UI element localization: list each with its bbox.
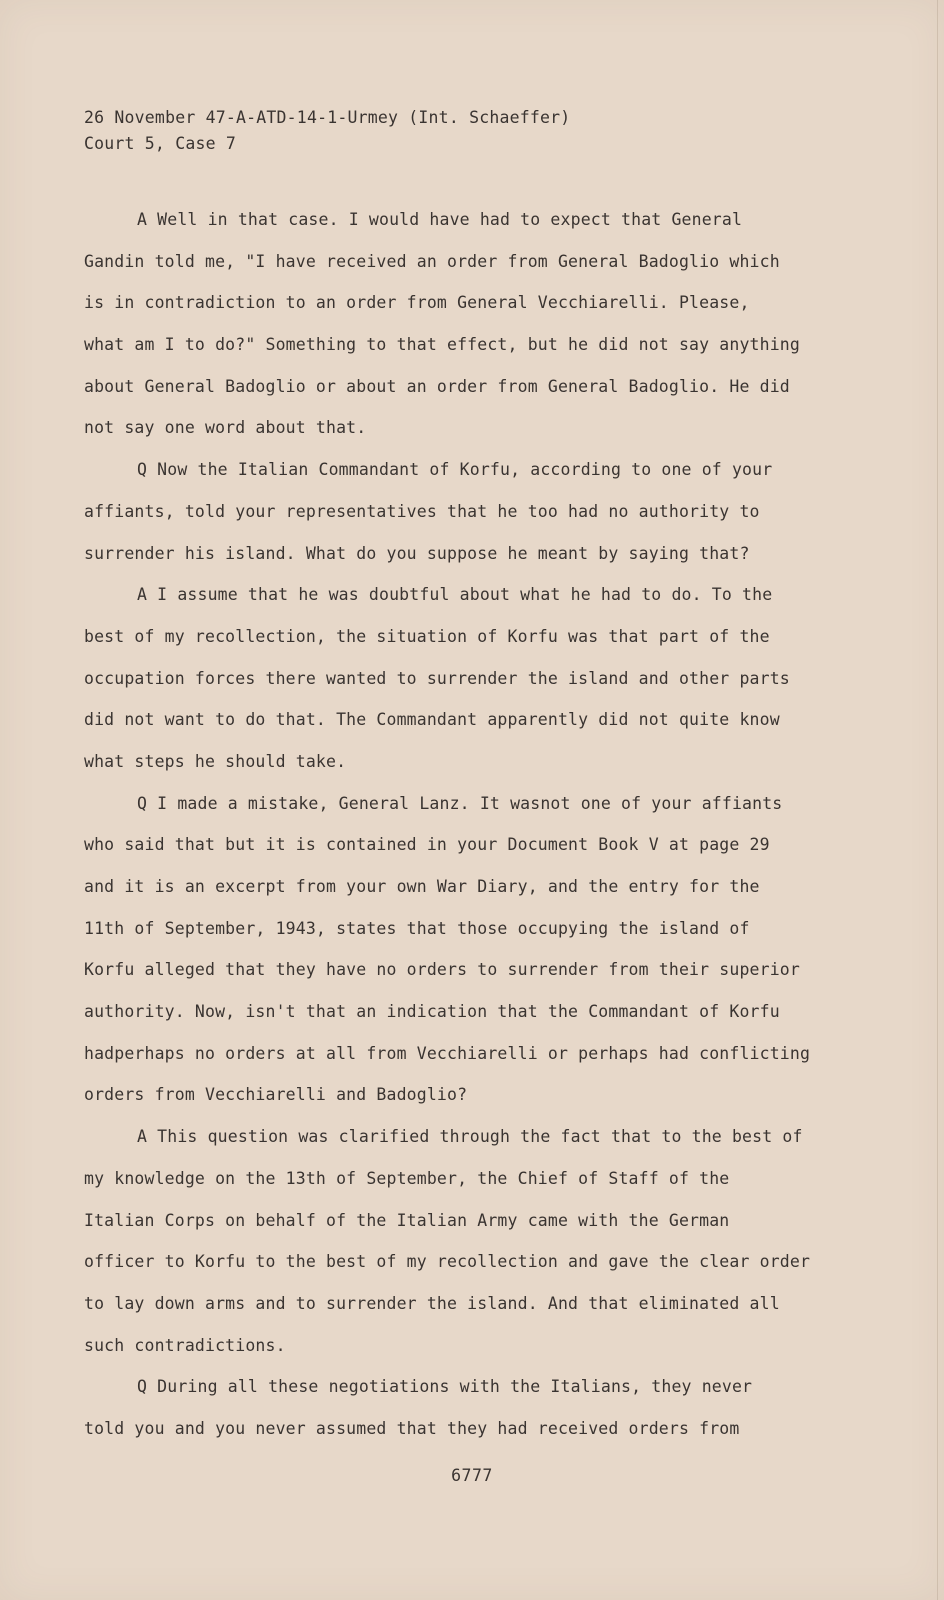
page-edge xyxy=(937,0,938,1600)
transcript-line: my knowledge on the 13th of September, the Chief of Staff of the xyxy=(84,1168,730,1188)
transcript-line: Q During all these negotiations with the Italians, they never xyxy=(137,1377,753,1397)
transcript-line: authority. Now, isn't that an indication that the Commandant of Korfu xyxy=(84,1002,780,1022)
transcript-line: affiants, told your representatives that he too had no authority to xyxy=(84,501,760,521)
transcript-line: orders from Vecchiarelli and Badoglio? xyxy=(84,1085,468,1105)
transcript-line: not say one word about that. xyxy=(84,418,367,438)
transcript-line: Q Now the Italian Commandant of Korfu, according to one of your xyxy=(137,460,773,480)
header-line-1: 26 November 47-A-ATD-14-1-Urmey (Int. Schaeffer) xyxy=(84,108,571,127)
transcript-line: told you and you never assumed that they had received orders from xyxy=(84,1418,740,1438)
transcript-line: to lay down arms and to surrender the island. And that eliminated all xyxy=(84,1293,780,1313)
transcript-line: and it is an excerpt from your own War Diary, and the entry for the xyxy=(84,877,760,896)
transcript-line: Q I made a mistake, General Lanz. It wasnot one of your affiants xyxy=(137,793,783,813)
transcript-line: who said that but it is contained in your Document Book V at page 29 xyxy=(84,835,770,855)
transcript-line: what am I to do?" Something to that effect, but he did not say anything xyxy=(84,335,800,355)
transcript-line: 11th of September, 1943, states that those occupying the island of xyxy=(84,918,750,938)
transcript-line: hadperhaps no orders at all from Vecchiarelli or perhaps had conflicting xyxy=(84,1043,811,1063)
transcript-line: best of my recollection, the situation of Korfu was that part of the xyxy=(84,626,770,646)
transcript-line: is in contradiction to an order from General Vecchiarelli. Please, xyxy=(84,293,750,313)
transcript-line: A Well in that case. I would have had to expect that General xyxy=(137,210,743,229)
document-header xyxy=(84,105,570,157)
transcript-line: about General Badoglio or about an order from General Badoglio. He did xyxy=(84,376,790,396)
transcript-line: A This question was clarified through the fact that to the best of xyxy=(137,1127,803,1147)
transcript-line: Gandin told me, "I have received an order from General Badoglio which xyxy=(84,251,780,271)
transcript-line: A I assume that he was doubtful about what he had to do. To the xyxy=(137,585,773,605)
transcript-line: what steps he should take. xyxy=(84,751,347,771)
transcript-line: officer to Korfu to the best of my recollection and gave the clear order xyxy=(84,1252,811,1272)
transcript-line: Korfu alleged that they have no orders to surrender from their superior xyxy=(84,960,800,980)
transcript-line: such contradictions. xyxy=(84,1335,286,1355)
transcript-line: occupation forces there wanted to surrender the island and other parts xyxy=(84,668,790,688)
transcript-line: did not want to do that. The Commandant apparently did not quite know xyxy=(84,710,780,730)
transcript-line: Italian Corps on behalf of the Italian Army came with the German xyxy=(84,1210,730,1230)
transcript-line: surrender his island. What do you suppose he meant by saying that? xyxy=(84,543,750,563)
page-number: 6777 xyxy=(451,1466,493,1485)
transcript-body xyxy=(84,207,844,1458)
header-line-2: Court 5, Case 7 xyxy=(84,134,237,153)
